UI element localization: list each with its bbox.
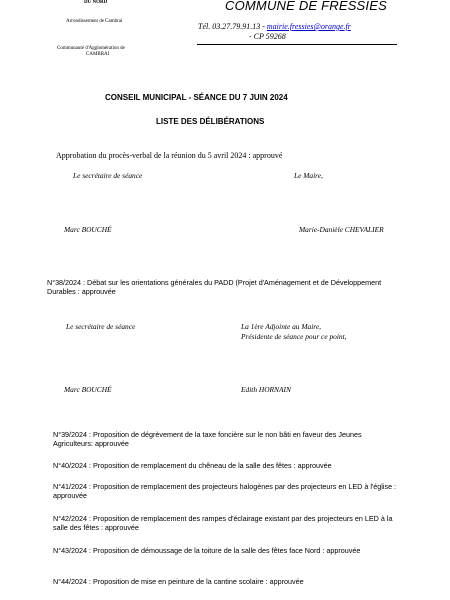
- liste-title: LISTE DES DÉLIBÉRATIONS: [156, 117, 265, 126]
- deliberation-item: N°44/2024 : Proposition de mise en peinture de la cantine scolaire : approuvée: [53, 577, 304, 586]
- deliberation-38-text: N°38/2024 : Débat sur les orientations générales du PADD (Projet d'Aménagement et de Développement Durables : approuvée: [47, 278, 382, 296]
- deliberation-item: N°43/2024 : Proposition de démoussage de la toiture de la salle des fêtes face Nord : approuvée: [53, 546, 361, 555]
- approbation-signature-right-role: Le Maire,: [294, 171, 323, 180]
- approbation-signature-left-name: Marc BOUCHÉ: [64, 225, 112, 234]
- header-rule: [197, 44, 397, 45]
- deliberation-item: N°42/2024 : Proposition de remplacement des rampes d'éclairage existant par des projecteurs en LED à la salle des fêtes : approuvée: [53, 514, 393, 532]
- department-label: DU NORD: [84, 0, 108, 5]
- delib38-signature-right-role-1: La 1ère Adjointe au Maire,: [241, 322, 321, 331]
- deliberation-item: N°39/2024 : Proposition de dégrèvement de la taxe foncière sur le non bâti en faveur des Jeunes Agriculteurs: approuvée: [53, 430, 362, 448]
- deliberation-item: N°40/2024 : Proposition de remplacement du chêneau de la salle des fêtes : approuvée: [53, 461, 332, 470]
- deliberation-item: N°41/2024 : Proposition de remplacement des projecteurs halogènes par des projecteurs en LED à l'église : approuvée: [53, 482, 397, 500]
- approbation-signature-left-role: Le secrétaire de séance: [73, 171, 143, 180]
- approbation-signature-right-name: Marie-Danièle CHEVALIER: [299, 225, 384, 234]
- contact-phone: Tél. 03.27.79.91.13 -: [198, 22, 267, 31]
- communaute-label-line2: CAMBRAI: [86, 52, 110, 57]
- contact-email-link[interactable]: mairie.fressies@orange.fr: [266, 22, 351, 31]
- commune-title: COMMUNE DE FRESSIES: [225, 0, 387, 13]
- contact-postcode: - CP 59268: [249, 32, 286, 41]
- contact-line: [198, 22, 351, 31]
- arrondissement-label: Arrondissement de Cambrai: [66, 19, 123, 24]
- approbation-text: Approbation du procès-verbal de la réunion du 5 avril 2024 : approuvé: [56, 151, 283, 160]
- seance-title: CONSEIL MUNICIPAL - SÉANCE DU 7 JUIN 2024: [105, 93, 288, 102]
- delib38-signature-left-name: Marc BOUCHÉ: [64, 385, 112, 394]
- delib38-signature-right-name: Edith HORNAIN: [241, 385, 291, 394]
- delib38-signature-left-role: Le secrétaire de séance: [66, 322, 136, 331]
- communaute-label-line1: Communauté d'Agglomération de: [57, 46, 125, 51]
- delib38-signature-right-role-2: Présidente de séance pour ce point,: [241, 332, 347, 341]
